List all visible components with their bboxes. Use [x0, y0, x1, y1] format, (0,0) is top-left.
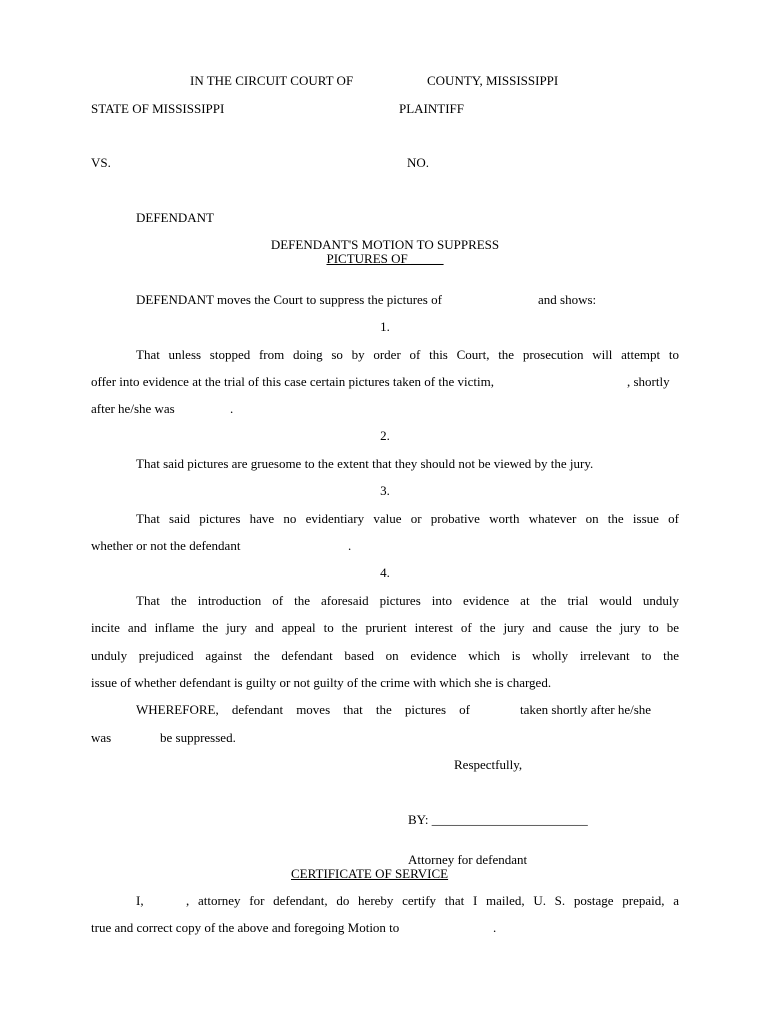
certificate-line-1: , attorney for defendant, do hereby certify that I mailed, U. S. postage prepaid, a: [186, 893, 679, 908]
certificate-heading: CERTIFICATE OF SERVICE: [291, 866, 449, 881]
attorney-label: Attorney for defendant: [408, 852, 528, 867]
certificate-line-2: true and correct copy of the above and foregoing Motion to: [91, 920, 400, 935]
paragraph-1-line-3-end: .: [230, 401, 234, 416]
paragraph-4-line-2: incite and inflame the jury and appeal to the prurient interest of the jury and cause the jury to be: [91, 620, 679, 635]
paragraph-1-line-1: That unless stopped from doing so by order of this Court, the prosecution will attempt to: [136, 347, 679, 362]
section-number-3: 3.: [380, 483, 390, 498]
court-caption-left: IN THE CIRCUIT COURT OF: [190, 73, 354, 88]
motion-subtitle: PICTURES OF _____: [326, 251, 444, 266]
paragraph-4-line-3: unduly prejudiced against the defendant based on evidence which is wholly irrelevant to the: [91, 648, 679, 663]
wherefore-line-1: WHEREFORE, defendant moves that the pictures of: [136, 702, 470, 717]
case-number-label: NO.: [407, 155, 430, 170]
paragraph-1-line-2: offer into evidence at the trial of this case certain pictures taken of the victim,: [91, 374, 494, 389]
certificate-line-1-start: I,: [136, 893, 144, 908]
certificate-line-2-end: .: [493, 920, 497, 935]
paragraph-1-line-2-end: , shortly: [627, 374, 670, 389]
paragraph-4-line-1: That the introduction of the aforesaid pictures into evidence at the trial would unduly: [136, 593, 679, 608]
paragraph-3-line-1: That said pictures have no evidentiary value or probative worth whatever on the issue of: [136, 511, 679, 526]
section-number-1: 1.: [380, 319, 390, 334]
paragraph-3-line-2-end: .: [348, 538, 352, 553]
paragraph-2: That said pictures are gruesome to the extent that they should not be viewed by the jury.: [136, 456, 594, 471]
signature-line: BY: ________________________: [408, 812, 588, 827]
plaintiff-label: PLAINTIFF: [399, 101, 465, 116]
intro-text: DEFENDANT moves the Court to suppress the pictures of: [136, 292, 442, 307]
respectfully-closing: Respectfully,: [454, 757, 523, 772]
paragraph-1-line-3: after he/she was: [91, 401, 175, 416]
defendant-label: DEFENDANT: [136, 210, 214, 225]
versus-label: VS.: [91, 155, 111, 170]
court-caption-right: COUNTY, MISSISSIPPI: [427, 73, 559, 88]
section-number-4: 4.: [380, 565, 390, 580]
intro-text-end: and shows:: [538, 292, 597, 307]
paragraph-3-line-2: whether or not the defendant: [91, 538, 241, 553]
section-number-2: 2.: [380, 428, 390, 443]
state-party: STATE OF MISSISSIPPI: [91, 101, 225, 116]
paragraph-4-line-4: issue of whether defendant is guilty or not guilty of the crime with which she is charged.: [91, 675, 552, 690]
motion-title: DEFENDANT'S MOTION TO SUPPRESS: [270, 237, 500, 252]
wherefore-line-2-end: be suppressed.: [160, 730, 236, 745]
wherefore-line-2: was: [91, 730, 112, 745]
wherefore-line-1-end: taken shortly after he/she: [520, 702, 652, 717]
